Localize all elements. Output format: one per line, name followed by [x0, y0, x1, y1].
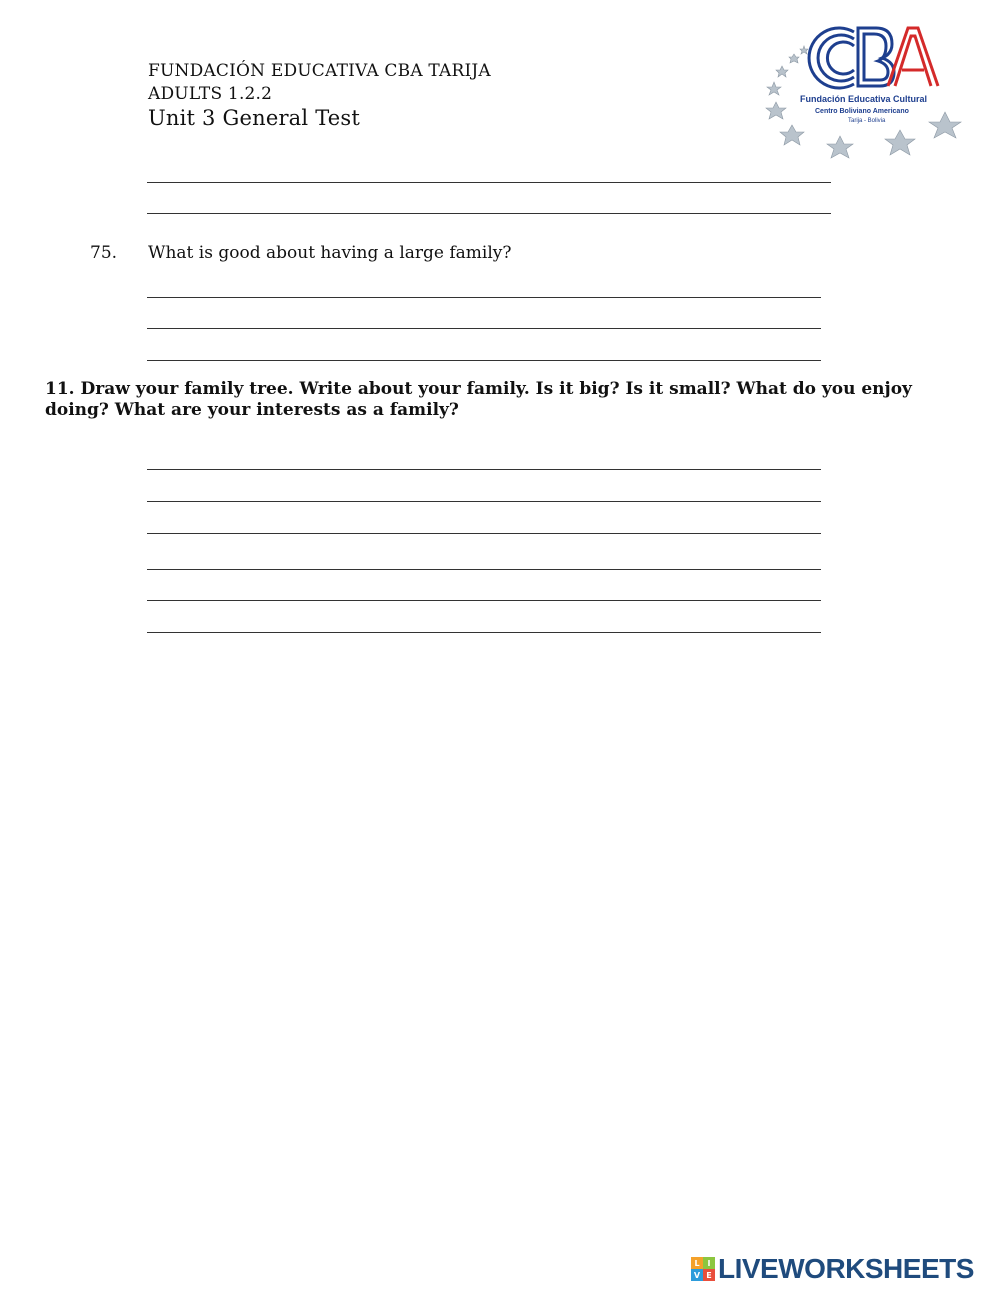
answer-line[interactable]	[147, 328, 821, 329]
school-name: FUNDACIÓN EDUCATIVA CBA TARIJA	[148, 61, 491, 81]
question-number: 75.	[90, 243, 118, 263]
answer-line[interactable]	[147, 182, 831, 183]
answer-line[interactable]	[147, 469, 821, 470]
answer-line[interactable]	[147, 213, 831, 214]
badge-letter: V	[691, 1269, 703, 1281]
answer-line[interactable]	[147, 569, 821, 570]
cba-logo	[760, 20, 972, 170]
test-title: Unit 3 General Test	[148, 106, 361, 130]
badge-letter: I	[703, 1257, 715, 1269]
answer-line[interactable]	[147, 360, 821, 361]
answer-line[interactable]	[147, 632, 821, 633]
answer-line[interactable]	[147, 501, 821, 502]
badge-letter: L	[691, 1257, 703, 1269]
answer-line[interactable]	[147, 297, 821, 298]
section-instructions: 11. Draw your family tree. Write about your family. Is it big? Is it small? What do you enjoy doing? What are your interests as a family?	[45, 379, 912, 420]
liveworksheets-wordmark: LIVEWORKSHEETS	[718, 1253, 974, 1284]
liveworksheets-logo[interactable]	[691, 1254, 974, 1284]
svg-text:Tarija - Bolivia: Tarija - Bolivia	[848, 118, 886, 124]
answer-line[interactable]	[147, 600, 821, 601]
answer-line[interactable]	[147, 533, 821, 534]
course-level: ADULTS 1.2.2	[148, 84, 273, 104]
liveworksheets-badge-icon	[691, 1257, 715, 1281]
badge-letter: E	[703, 1269, 715, 1281]
svg-text:Centro Boliviano Americano: Centro Boliviano Americano	[815, 108, 909, 115]
question-text: What is good about having a large family?	[148, 243, 512, 263]
svg-text:Fundación Educativa Cultural: Fundación Educativa Cultural	[800, 94, 928, 104]
